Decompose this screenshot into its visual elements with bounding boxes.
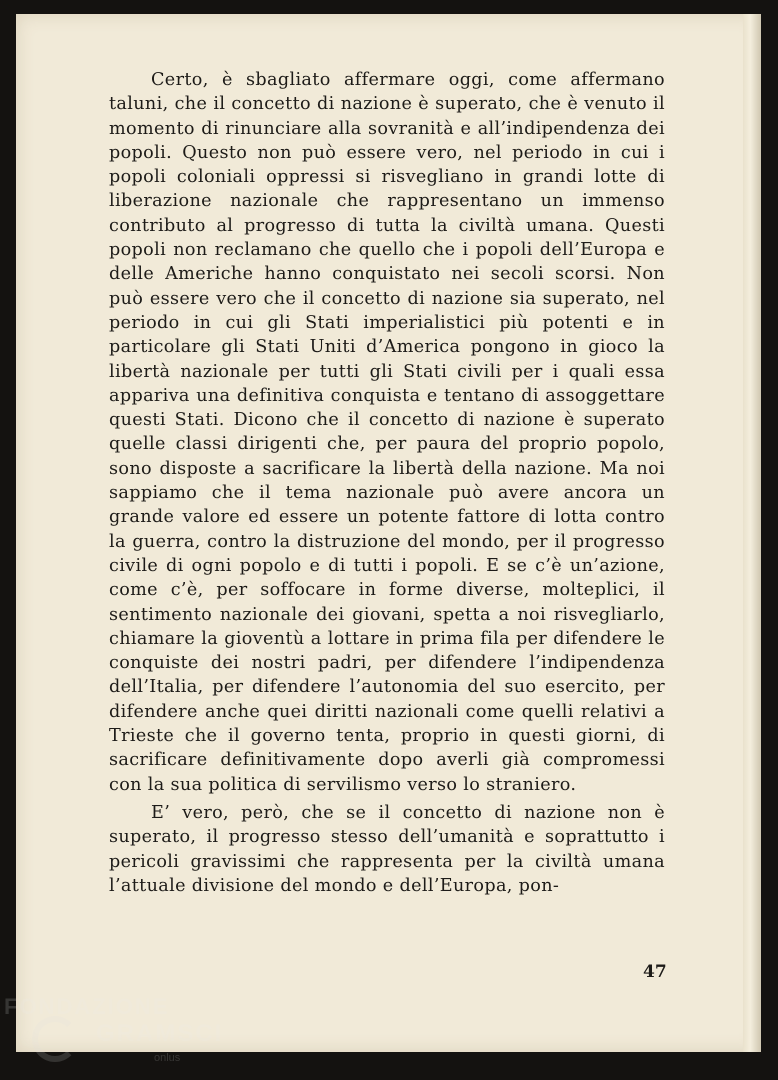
watermark-line-2: GRAMSCI <box>96 1020 224 1047</box>
paragraph-1: Certo, è sbagliato affermare oggi, come affermano taluni, che il concetto di nazione è superato, che è venuto il momento di rinunciare alla sovranità e all’indipendenza dei popoli. Questo non può essere vero, nel periodo in cui i popoli coloniali oppressi si risvegliano in grandi lotte di liberazione nazionale che rappresentano un immenso contributo al progresso di tutta la civiltà umana. Questi popoli non reclamano che quello che i popoli dell’Europa e delle Americhe hanno conquistato nei secoli scorsi. Non può essere vero che il concetto di nazione sia superato, nel periodo in cui gli Stati imperialistici più potenti e in particolare gli Stati Uniti d’America pongono in gioco la libertà nazionale per tutti gli Stati civili per i quali essa appariva una definitiva conquista e tentano di assoggettare questi Stati. Dicono che il concetto di nazione è superato quelle classi dirigenti che, per paura del proprio popolo, sono disposte a sacrificare la libertà della nazione. Ma noi sappiamo che il tema nazionale può avere ancora un grande valore ed essere un potente fattore di lotta contro la guerra, contro la distruzione del mondo, per il progresso civile di ogni popolo e di tutti i popoli. E se c’è un’azione, come c’è, per soffocare in forme diverse, molteplici, il sentimento nazionale dei giovani, spetta a noi risvegliarlo, chiamare la gioventù a lottare in prima fila per difendere le conquiste dei nostri padri, per difendere l’indipendenza dell’Italia, per difendere l’autonomia del suo esercito, per difendere anche quei diritti nazionali come quelli relativi a Trieste che il governo tenta, proprio in questi giorni, di sacrificare definitivamente dopo averli già compromessi con la sua politica di servilismo verso lo straniero. <box>109 70 665 795</box>
page-number: 47 <box>643 962 667 982</box>
watermark-logo-icon <box>32 1016 78 1062</box>
page-edge <box>743 14 761 1052</box>
watermark-line-1: FONDAZIONE <box>4 994 170 1019</box>
watermark-line-3: onlus <box>154 1052 181 1064</box>
watermark <box>4 994 224 1076</box>
paragraph-2: E’ vero, però, che se il concetto di nazione non è superato, il progresso stesso dell’umanità e soprattutto i pericoli gravissimi che rappresenta per la civiltà umana l’attuale divisione del mondo e dell’Europa, pon- <box>109 802 665 896</box>
body-text <box>109 68 665 898</box>
